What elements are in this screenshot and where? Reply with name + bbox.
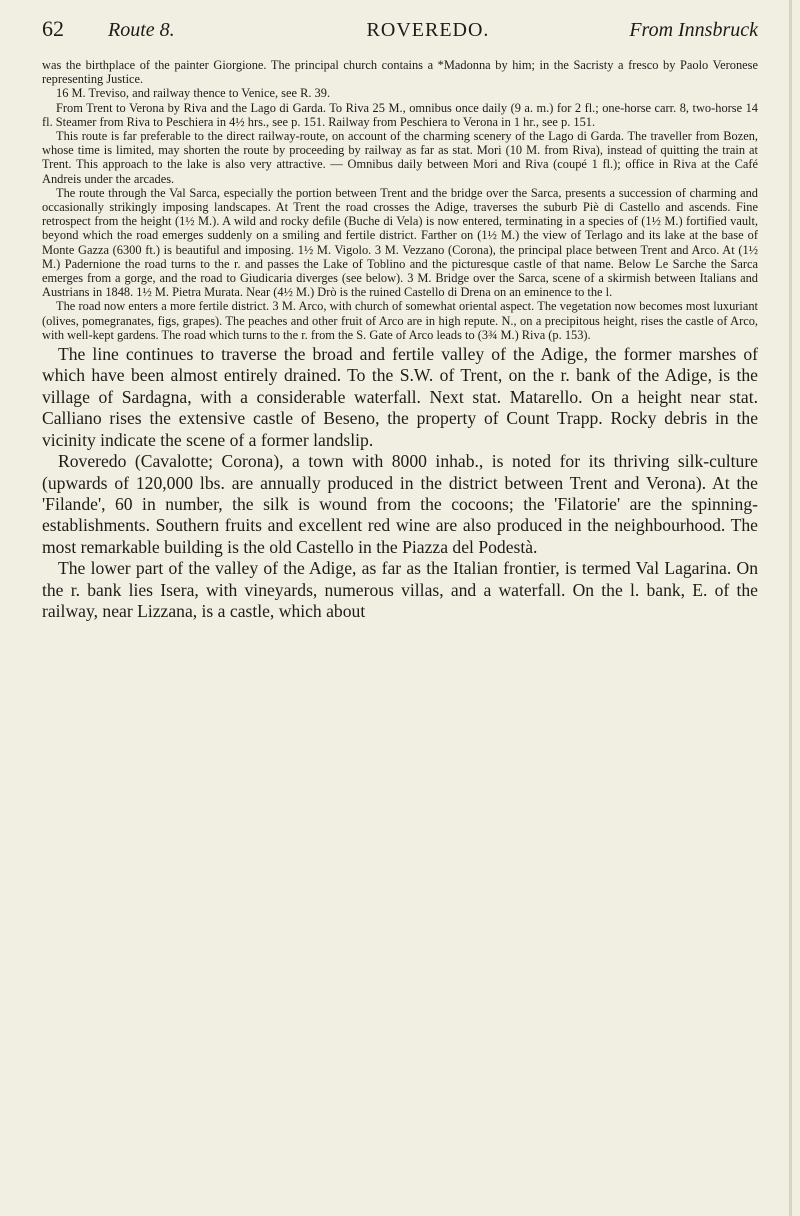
from-label: From Innsbruck bbox=[629, 19, 758, 41]
route-label: Route 8. bbox=[108, 19, 175, 41]
paragraph: The line continues to traverse the broad and fertile valley of the Adige, the former marshes of which have been almost entirely drained. To the S.W. of Trent, on the r. bank of the Adige, is the village of Sardagna, with a considerable waterfall. Next stat. Matarello. On a height near stat. Calliano rises the extensive castle of Beseno, the property of Count Trapp. Rocky debris in the vicinity indicate the scene of a former landslip. bbox=[42, 344, 758, 450]
paragraph: The lower part of the valley of the Adige, as far as the Italian frontier, is termed Val Lagarina. On the r. bank lies Isera, with vineyards, numerous villas, and a waterfall. On the l. bank, E. of the railway, near Lizzana, is a castle, which about bbox=[42, 558, 758, 621]
paragraph: The road now enters a more fertile district. 3 M. Arco, with church of somewhat oriental aspect. The vegetation now becomes most luxuriant (olives, pomegranates, figs, grapes). The peaches and other fruit of Arco are in high repute. N., on a precipitous height, rises the castle of Arco, with well-kept gardens. The road which turns to the r. from the S. Gate of Arco leads to (3¾ M.) Riva (p. 153). bbox=[42, 299, 758, 342]
small-print-section bbox=[42, 58, 758, 342]
book-page bbox=[42, 16, 758, 622]
paragraph: 16 M. Treviso, and railway thence to Venice, see R. 39. bbox=[56, 86, 331, 101]
paragraph: This route is far preferable to the direct railway-route, on account of the charming scenery of the Lago di Garda. The traveller from Bozen, whose time is limited, may shorten the route by proceeding by railway as far as stat. Mori (10 M. from Riva), instead of quitting the train at Trent. This approach to the lake is also very attractive. — Omnibus daily between Mori and Riva (coupé 1 fl.); office in Riva at the Café Andreis under the arcades. bbox=[42, 129, 758, 186]
main-text-section bbox=[42, 344, 758, 622]
place-title: ROVEREDO. bbox=[366, 19, 490, 41]
paragraph: Roveredo (Cavalotte; Corona), a town with 8000 inhab., is noted for its thriving silk-culture (upwards of 120,000 lbs. are annually produced in the district between Trent and Verona). At the 'Filande', 60 in number, the silk is wound from the cocoons; the 'Filatorie' are the spinning-establishments. Southern fruits and excellent red wine are also produced in the neighbourhood. The most remarkable building is the old Castello in the Piazza del Podestà. bbox=[42, 451, 758, 557]
paragraph: The route through the Val Sarca, especially the portion between Trent and the bridge over the Sarca, presents a succession of charming and occasionally strikingly imposing landscapes. At Trent the road crosses the Adige, traverses the suburb Piè di Castello and ascends. Fine retrospect from the height (1½ M.). A wild and rocky defile (Buche di Vela) is now entered, terminating in a species of (1½ M.) fortified vault, beyond which the road emerges suddenly on a smiling and fertile district. Farther on (1½ M.) the view of Terlago and its lake at the base of Monte Gazza (6300 ft.) is beautiful and imposing. 1½ M. Vigolo. 3 M. Vezzano (Corona), the principal place between Trent and Arco. At (1½ M.) Padernione the road turns to the r. and passes the Lake of Toblino and the picturesque castle of that name. Below Le Sarche the Sarca emerges from a gorge, and the road to Giudicaria diverges (see below). 3 M. Bridge over the Sarca, scene of a skirmish between Italians and Austrians in 1848. 1½ M. Pietra Murata. Near (4½ M.) Drò is the ruined Castello di Drena on an eminence to the l. bbox=[42, 185, 758, 300]
running-header bbox=[42, 16, 758, 50]
page-number: 62 bbox=[42, 16, 64, 41]
paragraph: was the birthplace of the painter Giorgione. The principal church contains a *Madonna by him; in the Sacristy a fresco by Paolo Veronese representing Justice. bbox=[42, 58, 758, 87]
paragraph: From Trent to Verona by Riva and the Lago di Garda. To Riva 25 M., omnibus once daily (9 a. m.) for 2 fl.; one-horse carr. 8, two-horse 14 fl. Steamer from Riva to Peschiera in 4½ hrs., see p. 151. Railway from Peschiera to Verona in 1 hr., see p. 151. bbox=[42, 100, 758, 129]
page-edge bbox=[789, 0, 792, 1216]
